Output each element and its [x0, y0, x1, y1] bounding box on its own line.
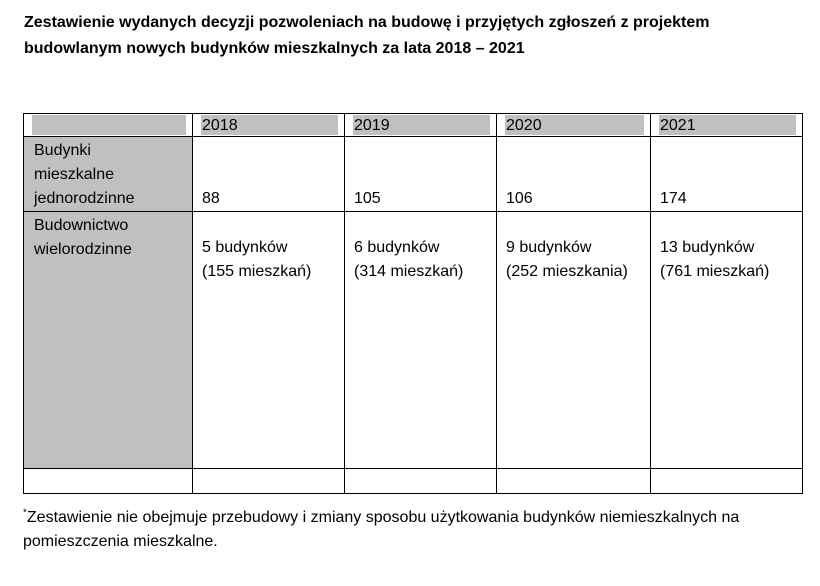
year-label: 2020	[506, 117, 542, 134]
buildings-count: 5 budynków	[202, 239, 288, 256]
buildings-count: 6 budynków	[354, 239, 440, 256]
document-title: Zestawienie wydanych decyzji pozwoleniach na budowę i przyjętych zgłoszeń z projektem budowlanym nowych budynków mieszkalnych za lata 2018 – 2021	[24, 14, 710, 57]
header-cell-2020	[497, 114, 651, 137]
row-label-line: jednorodzinne	[34, 190, 135, 207]
cell-value: 106	[506, 190, 533, 207]
flats-count: (314 mieszkań)	[354, 263, 464, 280]
cell-value: 174	[660, 190, 687, 207]
table-cell	[193, 137, 345, 212]
year-label: 2019	[354, 117, 390, 134]
row-label-line: wielorodzinne	[34, 241, 132, 258]
buildings-count: 13 budynków	[660, 239, 755, 256]
table-cell	[497, 137, 651, 212]
table-row-multi-family	[24, 212, 803, 469]
table-header-row	[24, 114, 803, 137]
row-label-multi-family	[24, 212, 193, 469]
empty-cell	[651, 469, 803, 494]
flats-count: (252 mieszkania)	[506, 263, 628, 280]
header-cell-2021	[651, 114, 803, 137]
table-cell	[193, 212, 345, 469]
footnote-marker: *	[23, 507, 27, 519]
table-cell	[345, 137, 497, 212]
empty-cell	[497, 469, 651, 494]
table-cell	[345, 212, 497, 469]
row-label-line: mieszkalne	[34, 166, 115, 183]
footnote	[23, 506, 813, 554]
buildings-count: 9 budynków	[506, 239, 592, 256]
table-cell	[651, 212, 803, 469]
row-label-single-family	[24, 137, 193, 212]
empty-cell	[193, 469, 345, 494]
empty-cell	[345, 469, 497, 494]
footnote-text: Zestawienie nie obejmuje przebudowy i zmiany sposobu użytkowania budynków niemieszkalnych na pomieszczenia mieszkalne.	[23, 509, 740, 550]
flats-count: (761 mieszkań)	[660, 263, 770, 280]
year-label: 2018	[202, 117, 238, 134]
table-cell	[497, 212, 651, 469]
empty-cell	[24, 469, 193, 494]
cell-value: 105	[354, 190, 381, 207]
row-label-line: Budynki	[34, 142, 91, 159]
header-cell-2019	[345, 114, 497, 137]
permits-table	[23, 113, 803, 494]
header-cell-2018	[193, 114, 345, 137]
row-label-line: Budownictwo	[34, 217, 129, 234]
table-row-empty	[24, 469, 803, 494]
flats-count: (155 mieszkań)	[202, 263, 312, 280]
table-row-single-family	[24, 137, 803, 212]
year-label: 2021	[660, 117, 696, 134]
cell-value: 88	[202, 190, 220, 207]
table-cell	[651, 137, 803, 212]
header-corner-cell	[24, 114, 193, 137]
